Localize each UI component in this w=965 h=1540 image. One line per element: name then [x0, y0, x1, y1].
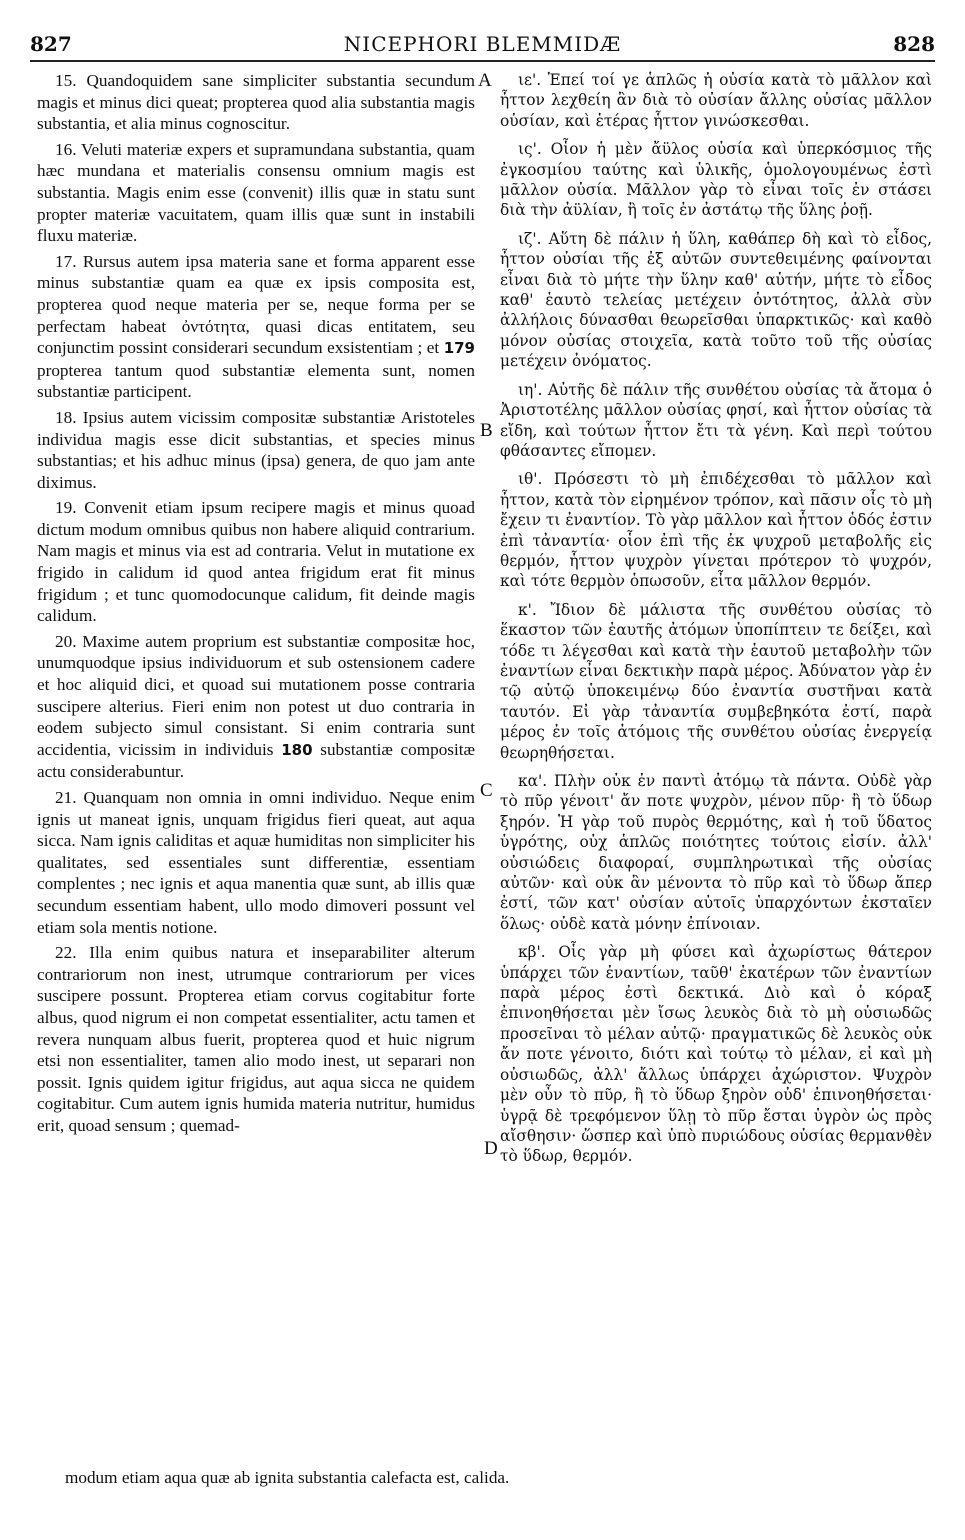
- paragraph-text: Ipsius autem vicissim compositæ substantiæ Aristoteles individua magis esse dicit substantias, et species minus substantias; et his adhuc minus (ipsa) genera, de quo jam ante diximus.: [37, 407, 475, 492]
- margin-marker-b: B: [480, 420, 493, 441]
- running-title: NICEPHORI BLEMMIDÆ: [343, 32, 622, 56]
- page-number-right: 828: [893, 32, 935, 56]
- latin-last-line: modum etiam aqua quæ ab ignita substantia calefacta est, calida.: [65, 1468, 510, 1487]
- latin-paragraph: [37, 631, 475, 783]
- paragraph-text-cont: propterea tantum quod substantiæ elementa sunt, nomen substantiæ participent.: [37, 360, 475, 402]
- paragraph-number: 18.: [55, 407, 77, 427]
- latin-paragraph: [37, 497, 475, 627]
- margin-marker-d: D: [484, 1138, 498, 1159]
- paragraph-text: Convenit etiam ipsum recipere magis et minus quoad dictum modum omnibus quibus non habere aliquid contrarium. Nam magis et minus via est ad contraria. Velut in mutatione ex frigido in calidum id quod antea frigidum erat fit minus frigidum ; et tunc quomodocunque calidum, fit deinde magis calidum.: [37, 498, 475, 626]
- paragraph-number: 22.: [55, 943, 77, 963]
- paragraph-text: Πρόσεστι τὸ μὴ ἐπιδέχεσθαι τὸ μᾶλλον καὶ ἧττον, κατὰ τὸν εἰρημένον τρόπον, καὶ πᾶσιν οἷς τὸ μὴ ἔχειν τι ἐναντίον. Τὸ γὰρ μᾶλλον καὶ ἧττον ὁδός ἐστιν ἐπὶ τἀναντία· οἷον ἐπὶ τῆς ἐκ ψυχροῦ μεταβολῆς εἰς θερμόν, ἧττον ψυχρὸν γίνεται πρότερον τὸ ψυχρόν, καὶ τότε θερμὸν ὁπωσοῦν, εἶτα μᾶλλον θερμόν.: [500, 470, 932, 591]
- latin-paragraph: [37, 70, 475, 135]
- latin-column: [37, 70, 475, 1137]
- paragraph-text: Οἷον ἡ μὲν ἄϋλος οὐσία καὶ ὑπερκόσμιος τῆς ἐγκοσμίου ταύτης καὶ ὑλικῆς, ὁμολογουμένως ἐστὶ μᾶλλον οὐσία. Μᾶλλον γὰρ τὸ εἶναι τοῖς ἐν στάσει διὰ τὴν ἀϋλίαν, ἢ τοῖς ἐν ἀστάτῳ τῆς ὕλης ῥοῇ.: [500, 140, 932, 220]
- page-header: [30, 26, 935, 56]
- latin-paragraph: [37, 942, 475, 1136]
- paragraph-text: Αὕτη δὲ πάλιν ἡ ὕλη, καθάπερ δὴ καὶ τὸ εἶδος, ἧττον οὐσίαι τῆς ἐξ αὐτῶν συντεθειμένης φαίνονται εἶναι διὰ τὸ μήτε τὴν ὕλην καθ' αὑτήν, μήτε τὸ εἶδος καθ' ἑαυτὸ τελείας μετέχειν ὀντότητος, ἀλλὰ σὺν ἀλλήλοις δύνασθαι θεωρεῖσθαι ὑπαρκτικῶς· καὶ καθὸ μόνον οὐσίας στοιχεῖα, κατὰ τοῦτο τοῦ τῆς οὐσίας μετέχειν ὀνόματος.: [500, 229, 932, 371]
- greek-paragraph: [500, 229, 932, 372]
- paragraph-text: Ἐπεί τοί γε ἁπλῶς ἡ οὐσία κατὰ τὸ μᾶλλον καὶ ἧττον λεχθείη ἂν διὰ τὸ οὐσίαν ἄλλης οὐσίας μᾶλλον οὐσίαν, καὶ ἑτέρας ἧττον γινώσκεσθαι.: [500, 71, 932, 130]
- greek-paragraph: [500, 942, 932, 1166]
- greek-paragraph: [500, 469, 932, 591]
- paragraph-text: Quandoquidem sane simpliciter substantia secundum magis et minus dici queat; propterea quod alia substantia magis substantia, et alia minus cognoscitur.: [37, 71, 475, 134]
- paragraph-number: κβ'.: [518, 943, 546, 962]
- page-number-left: 827: [30, 32, 72, 56]
- margin-marker-a: A: [478, 70, 492, 91]
- latin-paragraph: [37, 251, 475, 403]
- paragraph-number: ιη'.: [518, 380, 543, 399]
- paragraph-number: κα'.: [518, 772, 548, 790]
- paragraph-number: ιε'.: [518, 71, 542, 89]
- column-number: 179: [443, 339, 475, 358]
- paragraph-text: Maxime autem proprium est substantiæ compositæ hoc, unumquodque ipsius individuorum et sub ostensionem cadere et hoc aliquid dici, et quoad sui mutationem posse contraria suscipere alterius. Fieri enim non potest ut duo contraria in eodem subjecto simul consistant. Si enim contraria sunt accidentia, vicissim in individuis: [37, 631, 475, 759]
- paragraph-text: Illa enim quibus natura et inseparabiliter alterum contrariorum non inest, utrumque contrariorum per vices suscipere possunt. Propterea etiam corvus cogitabitur forte albus, quod nigrum ei non competat essentialiter, actu tamen et revera nunquam albus fuerit, propterea quod et huic nigrum etsi non essentialiter, tamen alio modo inest, ut separari non possit. Ignis quidem igitur frigidus, aut aqua sicca ne quidem cogitabitur. Cum autem ignis humida materia nutritur, humidus erit, quoad sensum ; quemad-: [37, 943, 475, 1135]
- greek-paragraph: [500, 70, 932, 131]
- paragraph-number: 20.: [55, 631, 77, 651]
- paragraph-number: 16.: [55, 139, 77, 159]
- greek-paragraph: [500, 139, 932, 221]
- latin-paragraph: [37, 139, 475, 247]
- latin-paragraph: [37, 787, 475, 938]
- paragraph-text: Rursus autem ipsa materia sane et forma apparent esse minus substantiæ quam ea quæ ex ipsis composita est, propterea quod neque materia per se, neque forma per se perfectam habeat ὀντότητα, quasi dicas entitatem, seu conjunctim possint considerari secundum exsistentiam ; et: [37, 251, 475, 358]
- paragraph-number: 15.: [55, 71, 77, 90]
- greek-paragraph: [500, 771, 932, 934]
- paragraph-text-cont: substantiæ compositæ actu considerabuntur.: [37, 739, 476, 782]
- greek-column: [500, 70, 932, 1167]
- column-number: 180: [281, 740, 313, 759]
- paragraph-text: Quanquam non omnia in omni individuo. Neque enim ignis ut maneat ignis, unquam frigidus fieri queat, aut aqua sicca. Nam ignis caliditas et aquæ humiditas non simpliciter his qualitates, sed essentiales sunt differentiæ, essentiam complentes ; nec ignis et aqua manentia quæ sunt, ab illis quæ secundum essentiam habent, ullo modo dimoveri possunt vel etiam sola mentis notione.: [37, 788, 475, 937]
- greek-paragraph: [500, 600, 932, 763]
- paragraph-number: ιθ'.: [518, 470, 543, 489]
- paragraph-number: ις'.: [518, 140, 542, 159]
- paragraph-number: 19.: [55, 498, 77, 518]
- margin-marker-c: C: [480, 780, 493, 801]
- paragraph-number: 17.: [55, 251, 77, 271]
- paragraph-text: Veluti materiæ expers et supramundana substantia, quam hæc mundana et materialis consensu omnium magis est substantia. Magis enim esse (convenit) illis quæ in statu sunt propter materiæ vacuitatem, quam illis quæ sunt in instabili fluxu materiæ.: [37, 139, 475, 246]
- paragraph-number: κ'.: [518, 600, 537, 619]
- header-rule: [30, 60, 935, 62]
- paragraph-text: Ἴδιον δὲ μάλιστα τῆς συνθέτου οὐσίας τὸ ἕκαστον τῶν ἑαυτῆς ἀτόμων ὑποπίπτειν τε δείξει, καὶ τόδε τι λέγεσθαι καὶ κατὰ τὴν ἑαυτοῦ μεταβολὴν τῶν ἐναντίων εἶναι δεκτικὴν παρὰ μέρος. Ἀδύνατον γὰρ ἐν τῷ αὐτῷ ὑποκειμένῳ δύο ἐναντία συστῆναι κατὰ ταυτόν. Εἰ γὰρ τἀναντία συμβεβηκότα ἐστί, παρὰ μέρος ἐν τοῖς ἀτόμοις τῆς συνθέτου οὐσίας ἐνεργείᾳ θεωρηθήσεται.: [500, 600, 932, 762]
- latin-paragraph: [37, 407, 475, 493]
- paragraph-number: ιζ'.: [518, 229, 542, 248]
- paragraph-text: Αὐτῆς δὲ πάλιν τῆς συνθέτου οὐσίας τὰ ἄτομα ὁ Ἀριστοτέλης μᾶλλον οὐσίας φησί, καὶ ἧττον οὐσίας τὰ εἴδη, καὶ τούτων ἧττον ἔτι τὰ γένη. Καὶ περὶ τούτου φθάσαντες εἴπομεν.: [500, 380, 932, 460]
- paragraph-text: Οἷς γὰρ μὴ φύσει καὶ ἀχωρίστως θάτερον ὑπάρχει τῶν ἐναντίων, ταῦθ' ἑκατέρων τῶν ἐναντίων παρὰ μέρος ἐστὶ δεκτικά. Διὸ καὶ ὁ κόραξ ἐπινοηθήσεται μὲν ἴσως λευκὸς διὰ τὸ μὴ οὐσιωδῶς προσεῖναι τὸ μέλαν αὐτῷ· πραγματικῶς δὲ λευκὸς οὐκ ἄν ποτε γένοιτο, διότι καὶ τούτῳ τὸ μέλαν, εἰ καὶ μὴ οὐσιωδῶς, ἀλλ' ἄλλως ὑπάρχει ἀχώριστον. Ψυχρὸν μὲν οὖν τὸ πῦρ, ἢ τὸ ὕδωρ ξηρὸν οὐδ' ἐπινοηθήσεται· ὑγρᾷ δὲ τρεφόμενον ὕλῃ τὸ πῦρ ἔσται ὑγρὸν ὡς πρὸς αἴσθησιν· ὥσπερ καὶ ὑπὸ πυριώδους οὐσίας θερμανθὲν τὸ ὕδωρ, θερμόν.: [500, 943, 932, 1166]
- paragraph-number: 21.: [55, 788, 77, 807]
- paragraph-text: Πλὴν οὐκ ἐν παντὶ ἀτόμῳ τὰ πάντα. Οὐδὲ γὰρ τὸ πῦρ γένοιτ' ἄν ποτε ψυχρὸν, μένον πῦρ· ἢ τὸ ὕδωρ ξηρόν. Ἡ γὰρ τοῦ πυρὸς θερμότης, καὶ ἡ τοῦ ὕδατος ὑγρότης, οὐχ ἁπλῶς ποιότητες τούτοις εἰσίν. ἀλλ' οὐσιώδεις διαφοραί, συμπληρωτικαὶ τῆς οὐσίας αὐτῶν· καὶ οὐκ ἂν μένοντα τὸ πῦρ καὶ τὸ ὕδωρ ἅπερ ἐστί, τῶν κατ' οὐσίαν αὐτοῖς ὑπαρχόντων ἐκσταῖεν ὅλως· οὐδὲ κατὰ μόνην ἐπίνοιαν.: [500, 772, 932, 933]
- greek-paragraph: [500, 380, 932, 462]
